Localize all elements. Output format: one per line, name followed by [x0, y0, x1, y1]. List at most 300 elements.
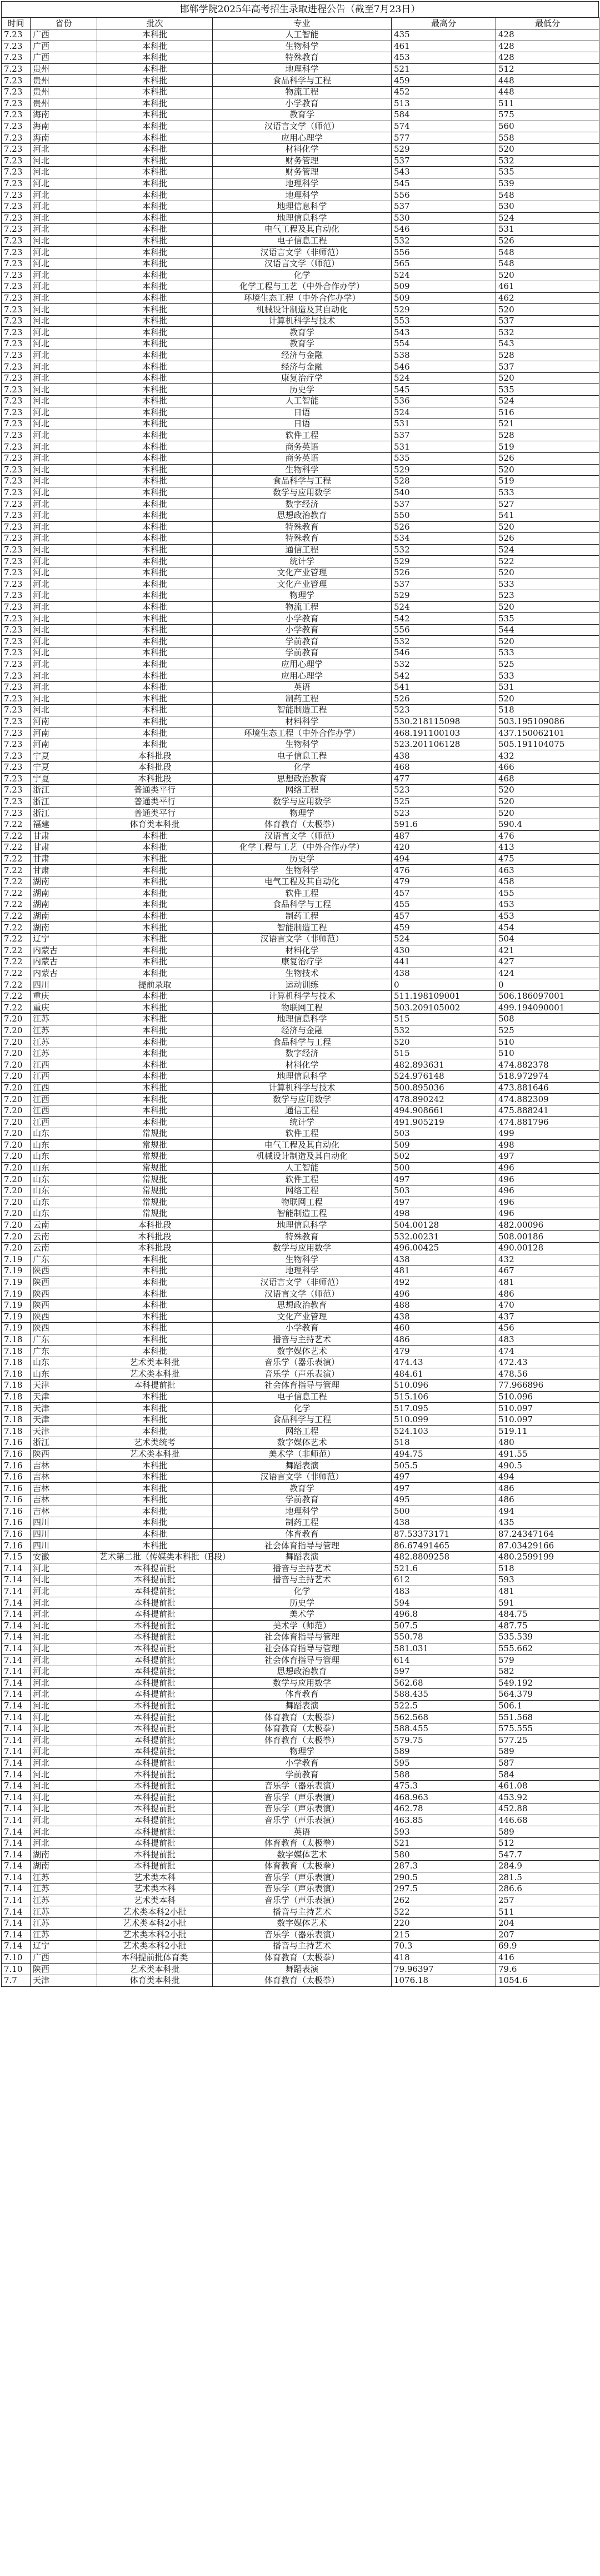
cell-time: 7.14: [2, 1723, 31, 1735]
cell-min-score: 257: [496, 1895, 599, 1906]
cell-province: 河北: [31, 567, 97, 579]
cell-max-score: 556: [392, 624, 496, 636]
cell-major: 数字媒体艺术: [213, 1849, 392, 1861]
cell-batch: 本科批: [97, 315, 213, 327]
cell-max-score: 532: [392, 636, 496, 647]
cell-batch: 本科批: [97, 636, 213, 647]
cell-max-score: 494.75: [392, 1448, 496, 1460]
cell-min-score: 428: [496, 29, 599, 41]
cell-batch: 本科批: [97, 647, 213, 659]
cell-time: 7.23: [2, 384, 31, 396]
cell-province: 天津: [31, 1391, 97, 1403]
cell-max-score: 500.895036: [392, 1082, 496, 1094]
cell-min-score: 558: [496, 132, 599, 144]
cell-time: 7.14: [2, 1884, 31, 1895]
cell-batch: 本科批: [97, 556, 213, 567]
cell-province: 陕西: [31, 1964, 97, 1975]
cell-max-score: 579.75: [392, 1735, 496, 1746]
cell-major: 人工智能: [213, 29, 392, 41]
cell-province: 广西: [31, 1952, 97, 1964]
cell-major: 社会体育指导与管理: [213, 1632, 392, 1643]
cell-batch: 本科提前批: [97, 1655, 213, 1666]
cell-batch: 本科批: [97, 705, 213, 716]
cell-province: 河北: [31, 670, 97, 682]
cell-time: 7.19: [2, 1288, 31, 1300]
cell-max-score: 86.67491465: [392, 1540, 496, 1552]
cell-time: 7.22: [2, 842, 31, 854]
cell-time: 7.18: [2, 1426, 31, 1437]
cell-major: 电子信息工程: [213, 1391, 392, 1403]
cell-min-score: 530: [496, 201, 599, 212]
cell-province: 河北: [31, 624, 97, 636]
cell-min-score: 511: [496, 1906, 599, 1918]
table-row: [2, 1460, 599, 1472]
cell-min-score: 521: [496, 418, 599, 430]
cell-province: 河北: [31, 659, 97, 670]
table-row: [2, 1380, 599, 1392]
cell-max-score: 441: [392, 956, 496, 968]
table-row: [2, 1906, 599, 1918]
cell-province: 河北: [31, 1597, 97, 1609]
cell-major: 文化产业管理: [213, 567, 392, 579]
cell-province: 河北: [31, 1746, 97, 1758]
cell-max-score: 542: [392, 670, 496, 682]
cell-min-score: 454: [496, 922, 599, 934]
cell-province: 河北: [31, 270, 97, 281]
cell-min-score: 468: [496, 773, 599, 785]
cell-max-score: 484.61: [392, 1368, 496, 1380]
table-row: [2, 235, 599, 247]
cell-time: 7.14: [2, 1849, 31, 1861]
cell-min-score: 453: [496, 899, 599, 911]
cell-major: 物流工程: [213, 86, 392, 98]
cell-province: 宁夏: [31, 773, 97, 785]
cell-major: 舞蹈表演: [213, 1460, 392, 1472]
cell-province: 河北: [31, 579, 97, 590]
cell-max-score: 530.218115098: [392, 716, 496, 728]
cell-province: 河北: [31, 1632, 97, 1643]
table-row: [2, 1517, 599, 1529]
cell-min-score: 475: [496, 853, 599, 865]
cell-major: 教育学: [213, 1483, 392, 1494]
table-row: [2, 1712, 599, 1723]
cell-min-score: 499.194090001: [496, 1002, 599, 1014]
cell-time: 7.14: [2, 1837, 31, 1849]
cell-min-score: 520: [496, 636, 599, 647]
cell-max-score: 87.53373171: [392, 1528, 496, 1540]
cell-province: 河北: [31, 201, 97, 212]
cell-min-score: 512: [496, 1837, 599, 1849]
cell-time: 7.16: [2, 1437, 31, 1449]
cell-province: 吉林: [31, 1460, 97, 1472]
cell-major: 体育教育（太极拳）: [213, 1837, 392, 1849]
cell-max-score: 494: [392, 853, 496, 865]
cell-time: 7.22: [2, 956, 31, 968]
cell-time: 7.14: [2, 1746, 31, 1758]
cell-major: 舞蹈表演: [213, 1964, 392, 1975]
table-row: [2, 1025, 599, 1037]
cell-major: 康复治疗学: [213, 372, 392, 384]
cell-min-score: 284.9: [496, 1861, 599, 1872]
table-row: [2, 1048, 599, 1059]
cell-major: 学前教育: [213, 636, 392, 647]
cell-min-score: 498: [496, 1139, 599, 1151]
page-title: 邯郸学院2025年高考招生录取进程公告（截至7月23日）: [1, 1, 599, 17]
cell-min-score: 526: [496, 452, 599, 464]
cell-major: 数字媒体艺术: [213, 1437, 392, 1449]
cell-major: 财务管理: [213, 167, 392, 178]
cell-province: 重庆: [31, 1002, 97, 1014]
cell-batch: 本科批: [97, 1094, 213, 1105]
cell-max-score: 495: [392, 1494, 496, 1506]
table-row: [2, 1700, 599, 1712]
cell-batch: 艺术类本科2小批: [97, 1917, 213, 1929]
cell-batch: 本科批: [97, 1105, 213, 1117]
cell-min-score: 528: [496, 350, 599, 361]
cell-min-score: 413: [496, 842, 599, 854]
cell-time: 7.23: [2, 544, 31, 556]
cell-max-score: 520: [392, 1037, 496, 1048]
cell-min-score: 432: [496, 1254, 599, 1265]
table-row: [2, 705, 599, 716]
cell-time: 7.23: [2, 178, 31, 190]
cell-province: 河北: [31, 1735, 97, 1746]
cell-batch: 体育类本科批: [97, 1975, 213, 1986]
cell-province: 四川: [31, 1517, 97, 1529]
cell-batch: 本科批: [97, 178, 213, 190]
cell-province: 江西: [31, 1105, 97, 1117]
cell-min-score: 549.192: [496, 1677, 599, 1689]
cell-max-score: 614: [392, 1655, 496, 1666]
cell-province: 四川: [31, 1540, 97, 1552]
cell-batch: 本科批: [97, 464, 213, 476]
cell-batch: 常规批: [97, 1128, 213, 1140]
cell-time: 7.20: [2, 1151, 31, 1163]
table-row: [2, 1620, 599, 1632]
cell-major: 食品科学与工程: [213, 1414, 392, 1426]
table-row: [2, 1299, 599, 1311]
cell-min-score: 526: [496, 235, 599, 247]
cell-min-score: 555.662: [496, 1643, 599, 1655]
cell-province: 湖南: [31, 888, 97, 899]
table-row: [2, 567, 599, 579]
cell-min-score: 432: [496, 750, 599, 762]
cell-major: 学前教育: [213, 647, 392, 659]
table-row: [2, 933, 599, 945]
cell-max-score: 591.6: [392, 819, 496, 830]
cell-max-score: 521.6: [392, 1563, 496, 1575]
cell-max-score: 498: [392, 1208, 496, 1220]
cell-min-score: 520: [496, 464, 599, 476]
cell-province: 四川: [31, 1528, 97, 1540]
cell-max-score: 529: [392, 143, 496, 155]
cell-time: 7.23: [2, 212, 31, 224]
cell-batch: 艺术类本科批: [97, 1357, 213, 1368]
cell-province: 山东: [31, 1139, 97, 1151]
table-row: [2, 716, 599, 728]
cell-major: 地理信息科学: [213, 201, 392, 212]
cell-max-score: 459: [392, 75, 496, 87]
cell-max-score: 545: [392, 384, 496, 396]
cell-time: 7.23: [2, 533, 31, 545]
table-row: [2, 430, 599, 441]
cell-batch: 常规批: [97, 1197, 213, 1208]
cell-batch: 提前录取: [97, 979, 213, 991]
cell-batch: 本科提前批: [97, 1575, 213, 1586]
cell-max-score: 504.00128: [392, 1219, 496, 1231]
cell-province: 河北: [31, 235, 97, 247]
cell-time: 7.10: [2, 1964, 31, 1975]
cell-batch: 本科提前批: [97, 1757, 213, 1769]
cell-time: 7.15: [2, 1551, 31, 1563]
cell-min-score: 520: [496, 601, 599, 613]
cell-province: 江苏: [31, 1917, 97, 1929]
cell-min-score: 437.150062101: [496, 728, 599, 739]
table-row: [2, 979, 599, 991]
table-row: [2, 1094, 599, 1105]
cell-time: 7.23: [2, 716, 31, 728]
cell-max-score: 509: [392, 1139, 496, 1151]
cell-major: 化学: [213, 762, 392, 774]
cell-major: 思想政治教育: [213, 510, 392, 521]
cell-max-score: 523: [392, 808, 496, 819]
cell-major: 应用心理学: [213, 670, 392, 682]
cell-major: 电气工程及其自动化: [213, 876, 392, 888]
cell-min-score: 518: [496, 1563, 599, 1575]
table-row: [2, 1792, 599, 1803]
cell-major: 化学工程与工艺（中外合作办学）: [213, 842, 392, 854]
cell-max-score: 522.5: [392, 1700, 496, 1712]
cell-province: 河北: [31, 476, 97, 487]
cell-batch: 本科批: [97, 1460, 213, 1472]
cell-major: 生物科学: [213, 739, 392, 750]
cell-batch: 本科批: [97, 1517, 213, 1529]
table-row: [2, 1219, 599, 1231]
cell-time: 7.23: [2, 430, 31, 441]
cell-max-score: 502: [392, 1151, 496, 1163]
cell-batch: 本科提前批: [97, 1849, 213, 1861]
cell-province: 河北: [31, 1575, 97, 1586]
cell-time: 7.23: [2, 327, 31, 338]
cell-time: 7.20: [2, 1128, 31, 1140]
cell-time: 7.23: [2, 372, 31, 384]
cell-major: 播音与主持艺术: [213, 1563, 392, 1575]
cell-province: 江西: [31, 1082, 97, 1094]
cell-min-score: 428: [496, 52, 599, 64]
cell-batch: 本科批: [97, 910, 213, 922]
cell-min-score: 481: [496, 1277, 599, 1288]
table-row: [2, 1803, 599, 1815]
cell-min-score: 520: [496, 808, 599, 819]
cell-time: 7.20: [2, 1117, 31, 1128]
cell-min-score: 490.5: [496, 1460, 599, 1472]
cell-time: 7.23: [2, 52, 31, 64]
cell-min-score: 494: [496, 1506, 599, 1517]
table-row: [2, 785, 599, 796]
cell-province: 河北: [31, 304, 97, 316]
cell-time: 7.19: [2, 1277, 31, 1288]
cell-province: 河北: [31, 1780, 97, 1792]
cell-batch: 本科批: [97, 441, 213, 453]
cell-province: 河南: [31, 728, 97, 739]
cell-min-score: 579: [496, 1655, 599, 1666]
cell-batch: 本科批: [97, 933, 213, 945]
cell-batch: 本科批: [97, 945, 213, 956]
cell-min-score: 87.24347164: [496, 1528, 599, 1540]
cell-batch: 普通类平行: [97, 785, 213, 796]
cell-batch: 本科批: [97, 693, 213, 705]
table-row: [2, 1197, 599, 1208]
cell-min-score: 575: [496, 109, 599, 121]
cell-min-score: 590.4: [496, 819, 599, 830]
table-row: [2, 464, 599, 476]
cell-batch: 艺术第二批（传媒类本科批（B段）: [97, 1551, 213, 1563]
cell-province: 河北: [31, 510, 97, 521]
table-row: [2, 636, 599, 647]
table-row: [2, 1769, 599, 1781]
cell-time: 7.16: [2, 1517, 31, 1529]
table-row: [2, 1391, 599, 1403]
cell-province: 河北: [31, 647, 97, 659]
cell-max-score: 546: [392, 647, 496, 659]
cell-batch: 本科批段: [97, 762, 213, 774]
cell-min-score: 510.096: [496, 1391, 599, 1403]
cell-batch: 本科提前批: [97, 1677, 213, 1689]
cell-major: 生物科学: [213, 464, 392, 476]
cell-min-score: 532: [496, 155, 599, 167]
cell-min-score: 474: [496, 1346, 599, 1357]
cell-province: 河北: [31, 1620, 97, 1632]
cell-max-score: 529: [392, 556, 496, 567]
cell-batch: 艺术类本科: [97, 1884, 213, 1895]
cell-min-score: 520: [496, 796, 599, 808]
cell-min-score: 472.43: [496, 1357, 599, 1368]
cell-batch: 本科批: [97, 1391, 213, 1403]
cell-major: 汉语言文学（非师范）: [213, 933, 392, 945]
cell-batch: 艺术类统考: [97, 1437, 213, 1449]
cell-min-score: 481: [496, 1586, 599, 1597]
cell-province: 河北: [31, 350, 97, 361]
cell-major: 历史学: [213, 853, 392, 865]
cell-max-score: 554: [392, 338, 496, 350]
table-row: [2, 1071, 599, 1083]
cell-max-score: 510.096: [392, 1380, 496, 1392]
table-row: [2, 808, 599, 819]
cell-max-score: 460: [392, 1323, 496, 1334]
cell-major: 社会体育指导与管理: [213, 1380, 392, 1392]
table-row: [2, 1964, 599, 1975]
cell-max-score: 529: [392, 304, 496, 316]
table-row: [2, 1105, 599, 1117]
cell-time: 7.23: [2, 143, 31, 155]
table-row: [2, 1128, 599, 1140]
cell-province: 江苏: [31, 1014, 97, 1025]
table-row: [2, 86, 599, 98]
cell-province: 江苏: [31, 1048, 97, 1059]
table-row: [2, 1231, 599, 1243]
cell-max-score: 531: [392, 441, 496, 453]
cell-major: 音乐学（声乐表演）: [213, 1815, 392, 1826]
cell-min-score: 474.882378: [496, 1059, 599, 1071]
table-row: [2, 224, 599, 236]
cell-time: 7.23: [2, 762, 31, 774]
cell-batch: 本科提前批: [97, 1586, 213, 1597]
cell-time: 7.23: [2, 728, 31, 739]
cell-province: 陕西: [31, 1311, 97, 1323]
cell-province: 山东: [31, 1185, 97, 1197]
cell-min-score: 496: [496, 1174, 599, 1185]
cell-province: 河南: [31, 716, 97, 728]
cell-major: 食品科学与工程: [213, 899, 392, 911]
cell-province: 河北: [31, 499, 97, 510]
cell-max-score: 497: [392, 1174, 496, 1185]
cell-max-score: 468.963: [392, 1792, 496, 1803]
cell-batch: 本科批段: [97, 773, 213, 785]
table-row: [2, 670, 599, 682]
cell-batch: 本科提前批: [97, 1861, 213, 1872]
cell-time: 7.22: [2, 899, 31, 911]
cell-min-score: 482.00096: [496, 1219, 599, 1231]
cell-province: 江苏: [31, 1906, 97, 1918]
cell-max-score: 453: [392, 52, 496, 64]
cell-min-score: 497: [496, 1151, 599, 1163]
cell-major: 地理信息科学: [213, 1071, 392, 1083]
table-row: [2, 1059, 599, 1071]
cell-max-score: 524: [392, 407, 496, 418]
cell-major: 美术学: [213, 1608, 392, 1620]
cell-province: 湖南: [31, 899, 97, 911]
cell-major: 日语: [213, 407, 392, 418]
cell-time: 7.23: [2, 464, 31, 476]
cell-batch: 本科批: [97, 876, 213, 888]
cell-major: 材料化学: [213, 143, 392, 155]
cell-max-score: 0: [392, 979, 496, 991]
cell-time: 7.23: [2, 304, 31, 316]
cell-min-score: 544: [496, 624, 599, 636]
cell-max-score: 497: [392, 1471, 496, 1483]
cell-batch: 本科批: [97, 1528, 213, 1540]
cell-max-score: 496.8: [392, 1608, 496, 1620]
cell-max-score: 509: [392, 292, 496, 304]
cell-province: 吉林: [31, 1483, 97, 1494]
table-row: [2, 739, 599, 750]
table-row: [2, 579, 599, 590]
cell-province: 河北: [31, 143, 97, 155]
cell-major: 生物科学: [213, 865, 392, 876]
table-row: [2, 1014, 599, 1025]
cell-max-score: 612: [392, 1575, 496, 1586]
cell-major: 播音与主持艺术: [213, 1906, 392, 1918]
cell-min-score: 593: [496, 1575, 599, 1586]
cell-major: 地理科学: [213, 1265, 392, 1277]
cell-time: 7.23: [2, 121, 31, 132]
cell-major: 文化产业管理: [213, 579, 392, 590]
cell-province: 河北: [31, 178, 97, 190]
cell-max-score: 593: [392, 1826, 496, 1838]
cell-min-score: 453: [496, 910, 599, 922]
cell-province: 河北: [31, 464, 97, 476]
cell-major: 物理学: [213, 1746, 392, 1758]
cell-min-score: 511: [496, 98, 599, 109]
cell-time: 7.23: [2, 132, 31, 144]
cell-province: 河北: [31, 315, 97, 327]
cell-min-score: 518: [496, 705, 599, 716]
cell-batch: 常规批: [97, 1151, 213, 1163]
cell-major: 康复治疗学: [213, 956, 392, 968]
cell-min-score: 503.195109086: [496, 716, 599, 728]
cell-batch: 本科批: [97, 109, 213, 121]
cell-batch: 本科提前批: [97, 1689, 213, 1701]
